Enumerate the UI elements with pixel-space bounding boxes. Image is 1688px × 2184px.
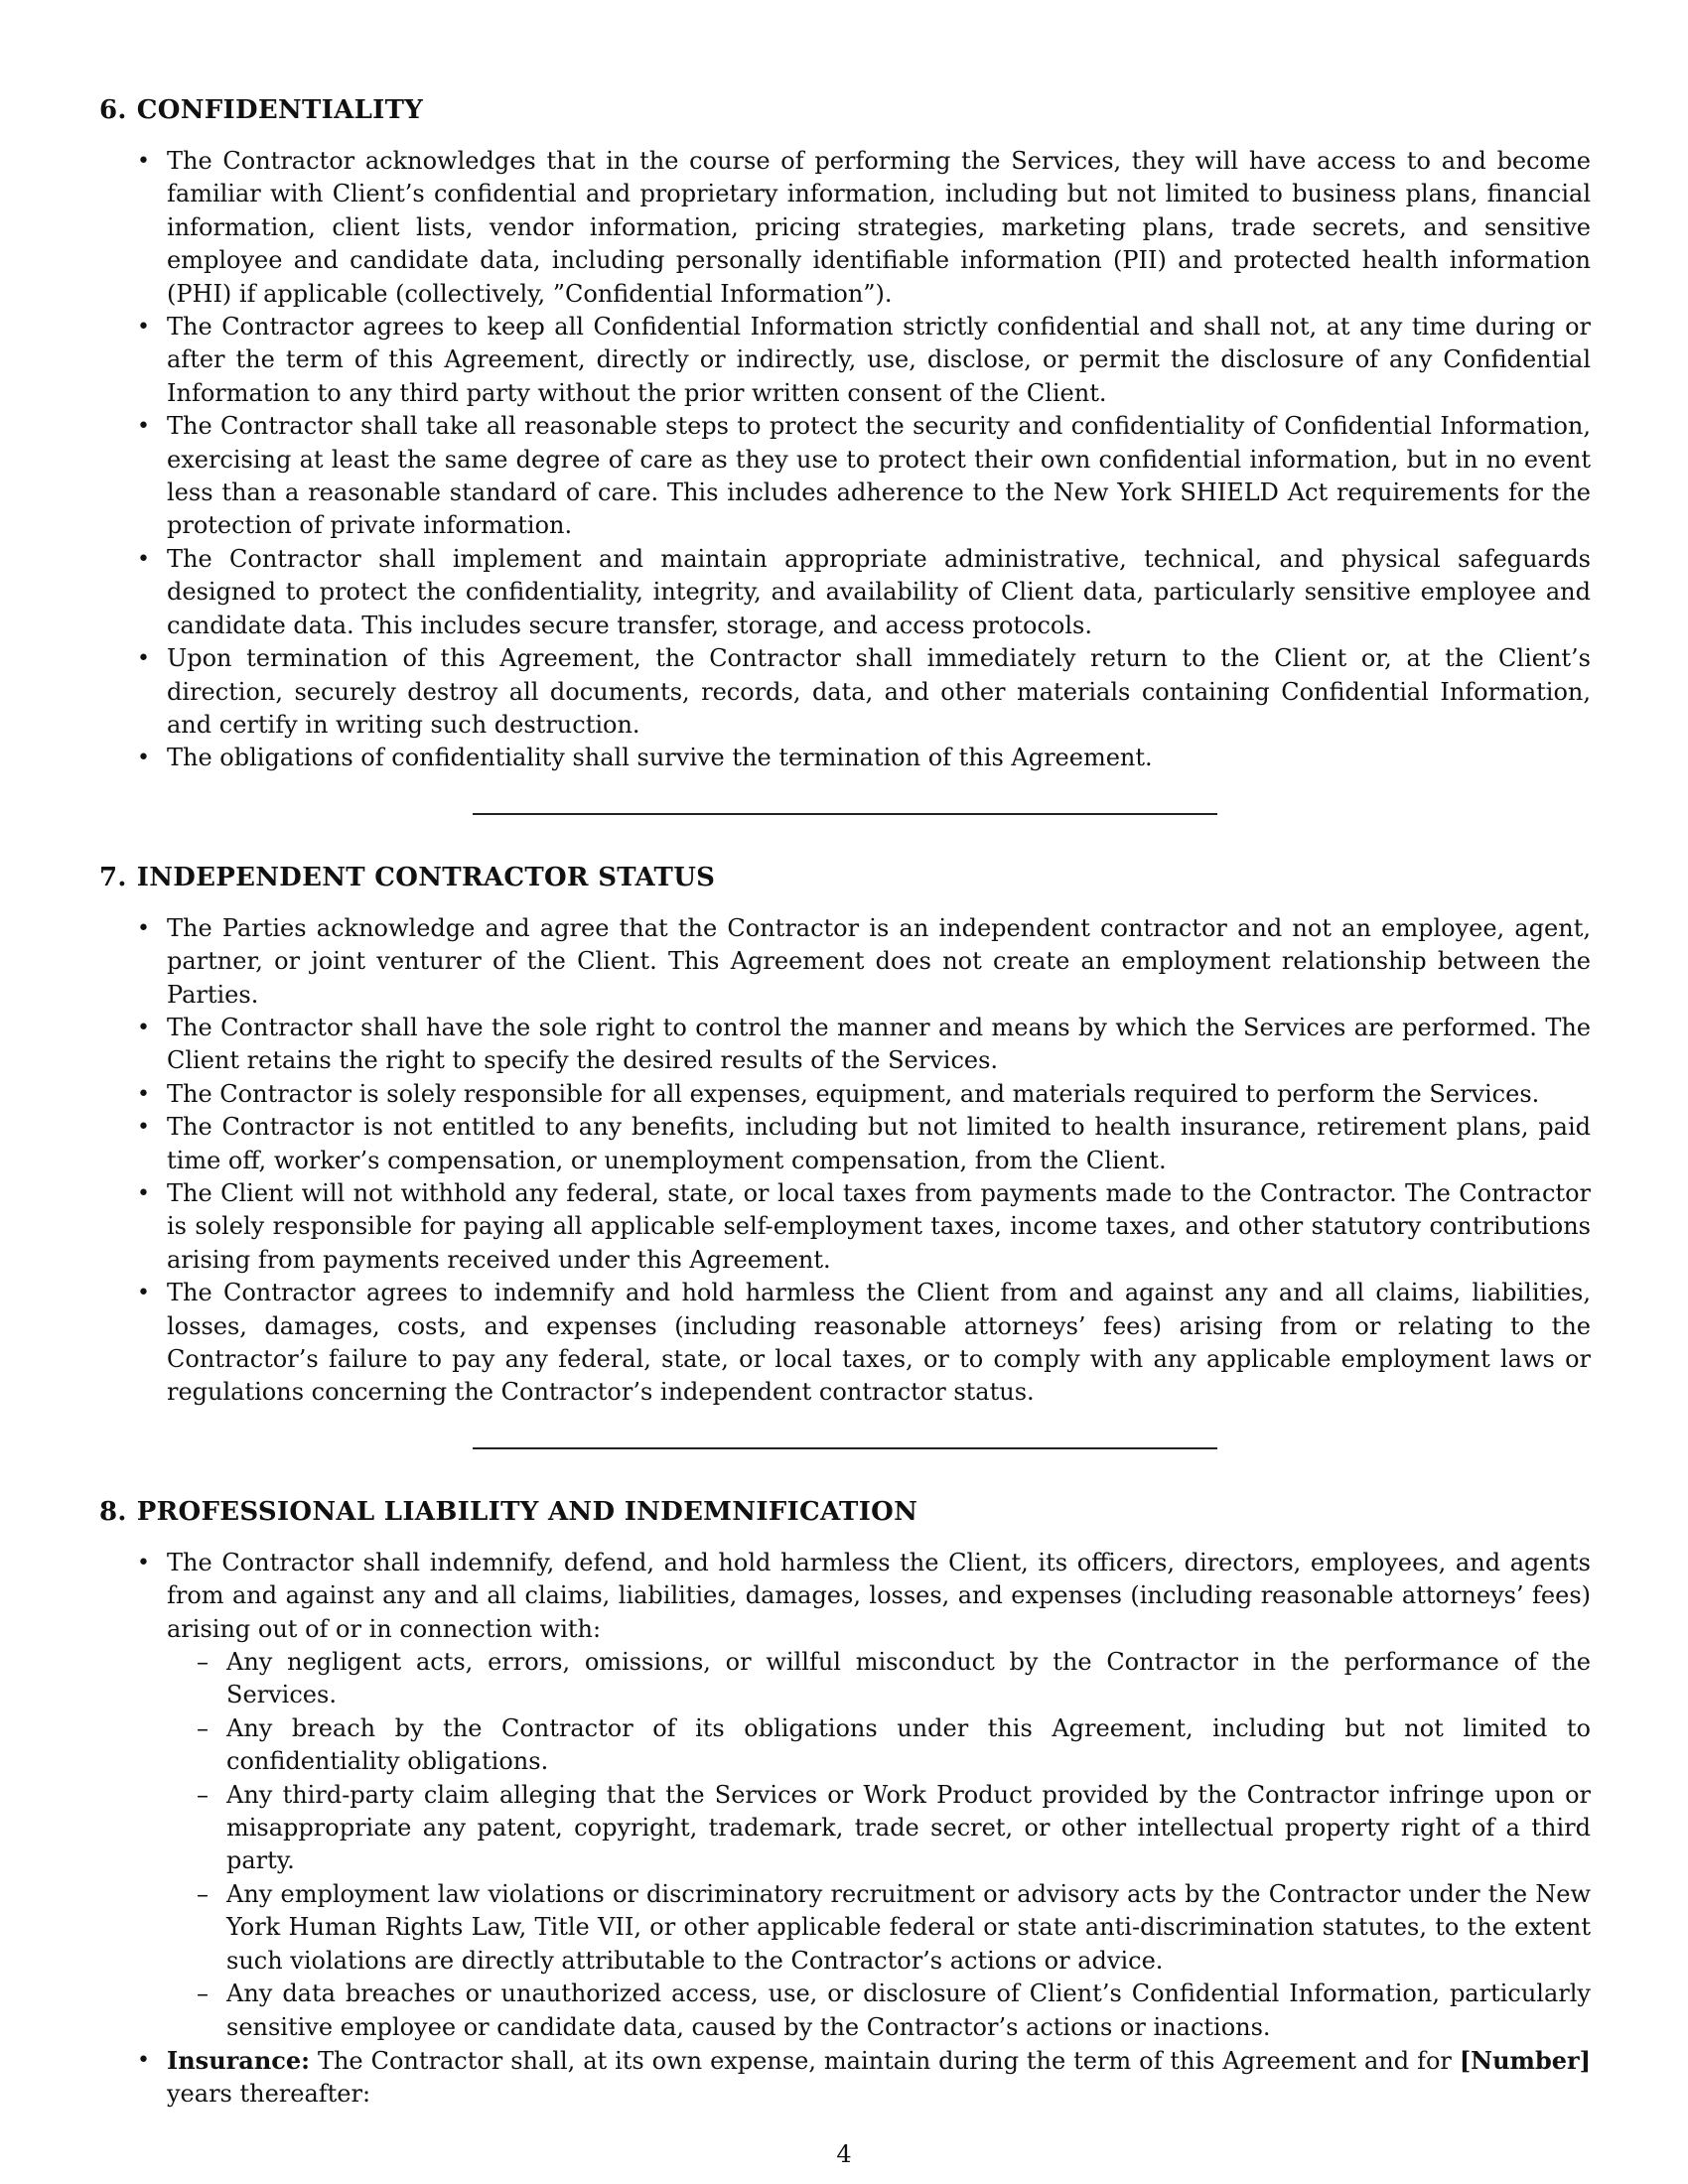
- section-divider: [473, 1447, 1217, 1449]
- sub-list-item: – Any breach by the Contractor of its obligations under this Agreement, including but not limited to confidentiality obligations.: [167, 1712, 1591, 1779]
- list-item: • The Contractor is not entitled to any benefits, including but not limited to health insurance, retirement plans, paid time off, worker’s compensation, or unemployment compensation, from the Client.: [99, 1111, 1591, 1177]
- confidentiality-list: [99, 145, 1591, 775]
- section-title: CONFIDENTIALITY: [136, 95, 424, 125]
- section-heading-independent-contractor-status: [99, 863, 1591, 892]
- list-item: • The Contractor is solely responsible for all expenses, equipment, and materials required to perform the Services.: [99, 1078, 1591, 1111]
- independent-contractor-list: [99, 912, 1591, 1410]
- list-item: • The Contractor shall implement and maintain appropriate administrative, technical, and physical safeguards designed to protect the confidentiality, integrity, and availability of Client data, particularly sensitive employee and candidate data. This includes secure transfer, storage, and access protocols.: [99, 543, 1591, 642]
- indemnification-intro: The Contractor shall indemnify, defend, and hold harmless the Client, its officers, directors, employees, and agents from and against any and all claims, liabilities, damages, losses, and expenses (including reasonable attorneys’ fees) arising out of or in connection with:: [167, 1548, 1591, 1643]
- list-item: • Upon termination of this Agreement, the Contractor shall immediately return to the Client or, at the Client’s direction, securely destroy all documents, records, data, and other materials containing Confidential Information, and certify in writing such destruction.: [99, 642, 1591, 742]
- insurance-item: [99, 2044, 1591, 2112]
- list-item: • The Contractor shall have the sole right to control the manner and means by which the Services are performed. The Client retains the right to specify the desired results of the Services.: [99, 1012, 1591, 1078]
- section-title: INDEPENDENT CONTRACTOR STATUS: [136, 862, 716, 892]
- insurance-text: The Contractor shall, at its own expense, maintain during the term of this Agreement and for: [310, 2046, 1460, 2075]
- section-divider: [473, 813, 1217, 815]
- list-item: • The Parties acknowledge and agree that the Contractor is an independent contractor and not an employee, agent, partner, or joint venturer of the Client. This Agreement does not create an employment relationship between the Parties.: [99, 912, 1591, 1012]
- list-item: • The Client will not withhold any federal, state, or local taxes from payments made to the Contractor. The Contractor is solely responsible for paying all applicable self-employment taxes, income taxes, and other statutory contributions arising from payments received under this Agreement.: [99, 1177, 1591, 1277]
- list-item: • The Contractor shall take all reasonable steps to protect the security and confidentiality of Confidential Information, exercising at least the same degree of care as they use to protect their own confidential information, but in no event less than a reasonable standard of care. This includes adherence to the New York SHIELD Act requirements for the protection of private information.: [99, 410, 1591, 543]
- list-item: • The Contractor agrees to indemnify and hold harmless the Client from and against any and all claims, liabilities, losses, damages, costs, and expenses (including reasonable attorneys’ fees) arising from or relating to the Contractor’s failure to pay any federal, state, or local taxes, or to comply with any applicable employment laws or regulations concerning the Contractor’s independent contractor status.: [99, 1277, 1591, 1410]
- number-placeholder: [Number]: [1459, 2045, 1591, 2075]
- list-item: • The Contractor agrees to keep all Confidential Information strictly confidential and shall not, at any time during or after the term of this Agreement, directly or indirectly, use, disclose, or permit the disclosure of any Confidential Information to any third party without the prior written consent of the Client.: [99, 311, 1591, 410]
- section-number: 7.: [99, 862, 127, 892]
- sub-list-item: – Any negligent acts, errors, omissions, or willful misconduct by the Contractor in the performance of the Services.: [167, 1646, 1591, 1712]
- section-heading-confidentiality: [99, 95, 1591, 125]
- page-number: 4: [836, 2140, 852, 2168]
- insurance-text-end: years thereafter:: [167, 2080, 371, 2109]
- list-item: • The Contractor acknowledges that in the course of performing the Services, they will have access to and become familiar with Client’s confidential and proprietary information, including but not limited to business plans, financial information, client lists, vendor information, pricing strategies, marketing plans, trade secrets, and sensitive employee and candidate data, including personally identifiable information (PII) and protected health information (PHI) if applicable (collectively, ”Confidential Information”).: [99, 145, 1591, 311]
- list-item: • The obligations of confidentiality shall survive the termination of this Agreement.: [99, 742, 1591, 774]
- section-title: PROFESSIONAL LIABILITY AND INDEMNIFICATION: [136, 1496, 918, 1527]
- sub-list-item: – Any employment law violations or discriminatory recruitment or advisory acts by the Contractor under the New York Human Rights Law, Title VII, or other applicable federal or state anti-discrimination statutes, to the extent such violations are directly attributable to the Contractor’s actions or advice.: [167, 1878, 1591, 1978]
- insurance-label: Insurance:: [167, 2045, 311, 2075]
- indemnification-sublist: [167, 1646, 1591, 2044]
- section-heading-professional-liability: [99, 1497, 1591, 1527]
- section-number: 6.: [99, 95, 127, 125]
- liability-list: [99, 1547, 1591, 2112]
- list-item: [99, 1547, 1591, 2044]
- sub-list-item: – Any third-party claim alleging that the Services or Work Product provided by the Contractor infringe upon or misappropriate any patent, copyright, trademark, trade secret, or other intellectual property right of a third party.: [167, 1779, 1591, 1878]
- document-page: [99, 95, 1591, 2112]
- section-number: 8.: [99, 1496, 127, 1527]
- sub-list-item: – Any data breaches or unauthorized access, use, or disclosure of Client’s Confidential Information, particularly sensitive employee or candidate data, caused by the Contractor’s actions or inactions.: [167, 1978, 1591, 2044]
